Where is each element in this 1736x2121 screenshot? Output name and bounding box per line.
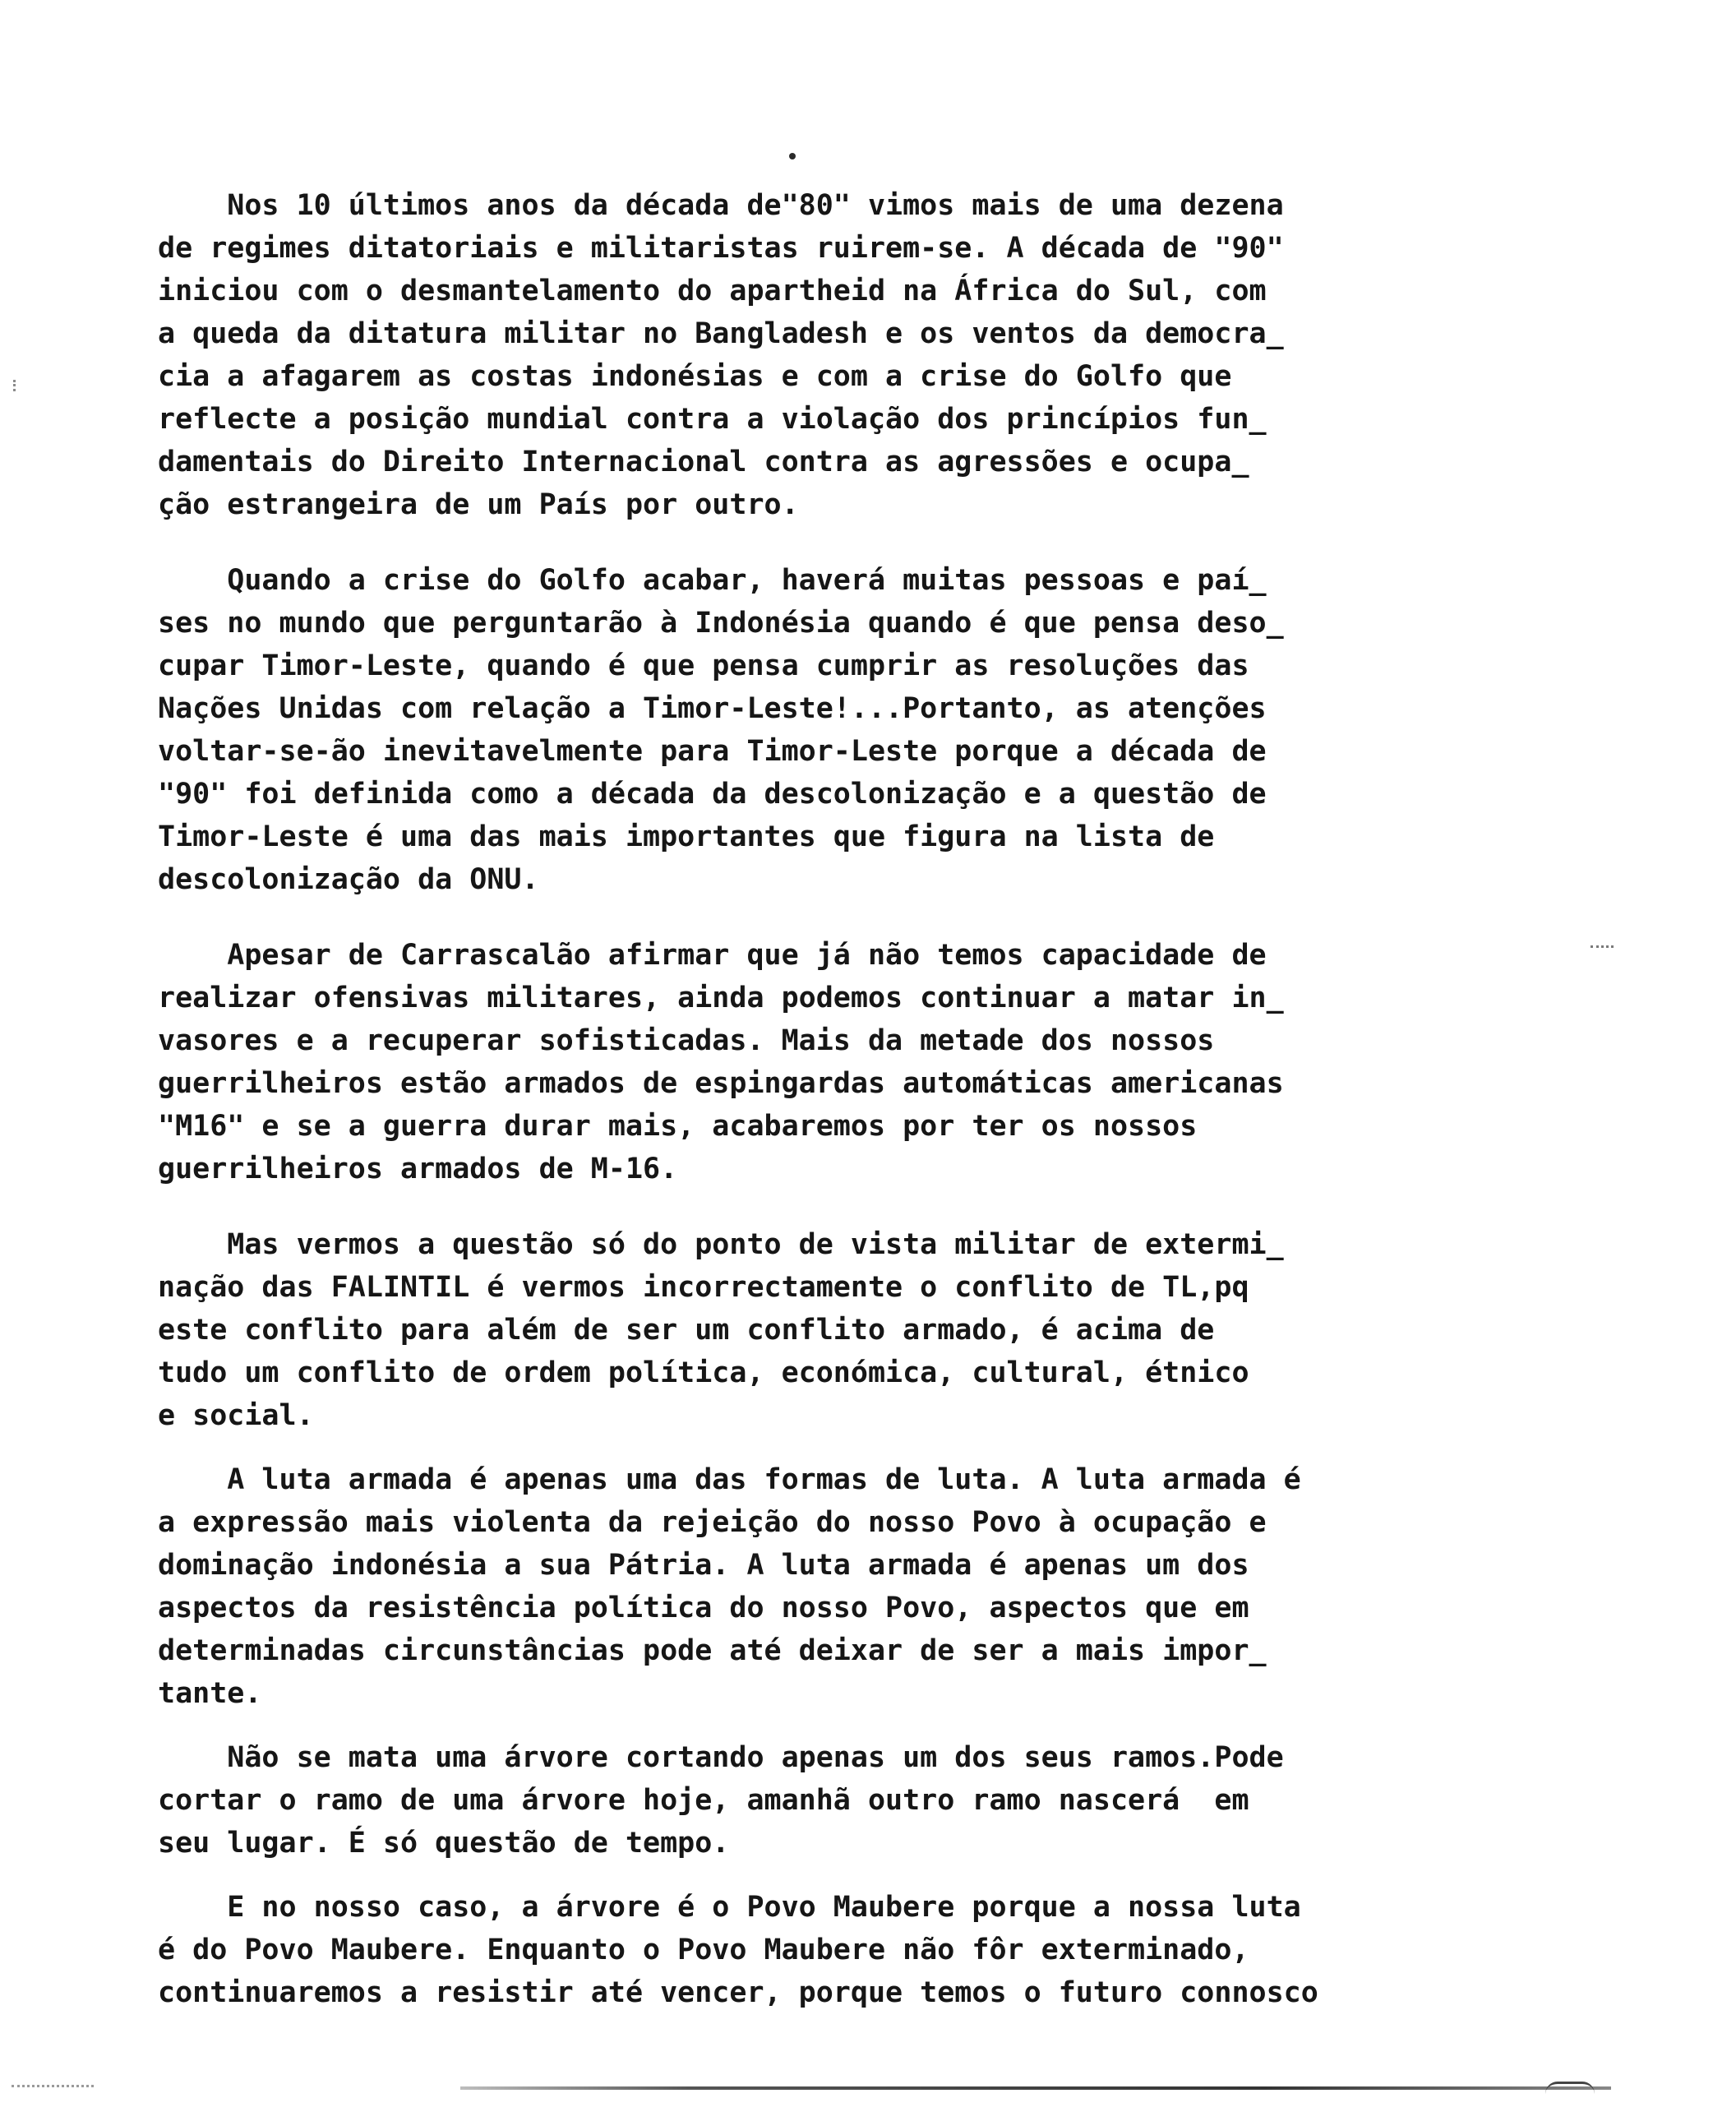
text-line: dominação indonésia a sua Pátria. A luta armada é apenas um dos [158, 1549, 1249, 1582]
text-line: tudo um conflito de ordem política, económica, cultural, étnico [158, 1356, 1249, 1389]
text-line: guerrilheiros armados de M-16. [158, 1153, 678, 1185]
text-line: é do Povo Maubere. Enquanto o Povo Maubere não fôr exterminado, [158, 1934, 1249, 1966]
text-line: nação das FALINTIL é vermos incorrectamente o conflito de TL,pq [158, 1271, 1249, 1304]
paragraph [158, 934, 1506, 1190]
text-line: E no nosso caso, a árvore é o Povo Maubere porque a nossa luta [158, 1891, 1301, 1924]
text-line: continuaremos a resistir até vencer, porque temos o futuro connosco [158, 1976, 1318, 2009]
text-line: a expressão mais violenta da rejeição do nosso Povo à ocupação e [158, 1506, 1267, 1539]
paragraph [158, 1458, 1506, 1715]
text-line: cupar Timor-Leste, quando é que pensa cumprir as resoluções das [158, 649, 1249, 682]
text-line: iniciou com o desmantelamento do apartheid na África do Sul, com [158, 275, 1267, 307]
scan-speck [13, 380, 25, 391]
text-line: este conflito para além de ser um conflito armado, é acima de [158, 1314, 1215, 1347]
ink-dot [789, 153, 796, 159]
pen-flourish [1545, 2082, 1595, 2094]
text-line: realizar ofensivas militares, ainda podemos continuar a matar in_ [158, 982, 1284, 1014]
text-line: A luta armada é apenas uma das formas de luta. A luta armada é [158, 1463, 1301, 1496]
paragraph [158, 1223, 1506, 1437]
paragraph [158, 1886, 1506, 2014]
paragraph [158, 559, 1506, 901]
text-line: e social. [158, 1399, 314, 1432]
text-line: reflecte a posição mundial contra a violação dos princípios fun_ [158, 403, 1267, 436]
text-line: voltar-se-ão inevitavelmente para Timor-Leste porque a década de [158, 735, 1267, 768]
text-line: "M16" e se a guerra durar mais, acabaremos por ter os nossos [158, 1110, 1198, 1143]
paragraph [158, 184, 1506, 526]
text-line: ção estrangeira de um País por outro. [158, 488, 799, 521]
scan-speck [1591, 945, 1614, 959]
text-line: Nações Unidas com relação a Timor-Leste!...Portanto, as atenções [158, 692, 1267, 725]
text-line: Quando a crise do Golfo acabar, haverá muitas pessoas e paí_ [158, 564, 1267, 597]
paragraph [158, 1736, 1506, 1865]
text-line: tante. [158, 1677, 262, 1710]
text-line: a queda da ditatura militar no Bangladesh e os ventos da democra_ [158, 317, 1284, 350]
document-body [158, 184, 1506, 2014]
scan-speck [12, 2085, 94, 2092]
text-line: seu lugar. É só questão de tempo. [158, 1827, 730, 1860]
text-line: aspectos da resistência política do nosso Povo, aspectos que em [158, 1592, 1249, 1624]
text-line: "90" foi definida como a década da descolonização e a questão de [158, 778, 1267, 811]
text-line: Mas vermos a questão só do ponto de vista militar de extermi_ [158, 1228, 1284, 1261]
text-line: Apesar de Carrascalão afirmar que já não temos capacidade de [158, 939, 1267, 972]
text-line: ses no mundo que perguntarão à Indonésia quando é que pensa deso_ [158, 607, 1284, 640]
text-line: damentais do Direito Internacional contra as agressões e ocupa_ [158, 446, 1249, 478]
text-line: de regimes ditatoriais e militaristas ruirem-se. A década de "90" [158, 232, 1284, 265]
text-line: cia a afagarem as costas indonésias e com a crise do Golfo que [158, 360, 1232, 393]
text-line: Nos 10 últimos anos da década de"80" vimos mais de uma dezena [158, 189, 1284, 222]
text-line: vasores e a recuperar sofisticadas. Mais da metade dos nossos [158, 1024, 1215, 1057]
bottom-rule [460, 2086, 1611, 2090]
text-line: guerrilheiros estão armados de espingardas automáticas americanas [158, 1067, 1284, 1100]
text-line: cortar o ramo de uma árvore hoje, amanhã outro ramo nascerá em [158, 1784, 1249, 1817]
text-line: descolonização da ONU. [158, 863, 539, 896]
text-line: Timor-Leste é uma das mais importantes que figura na lista de [158, 820, 1215, 853]
text-line: Não se mata uma árvore cortando apenas um dos seus ramos.Pode [158, 1741, 1284, 1774]
text-line: determinadas circunstâncias pode até deixar de ser a mais impor_ [158, 1634, 1267, 1667]
